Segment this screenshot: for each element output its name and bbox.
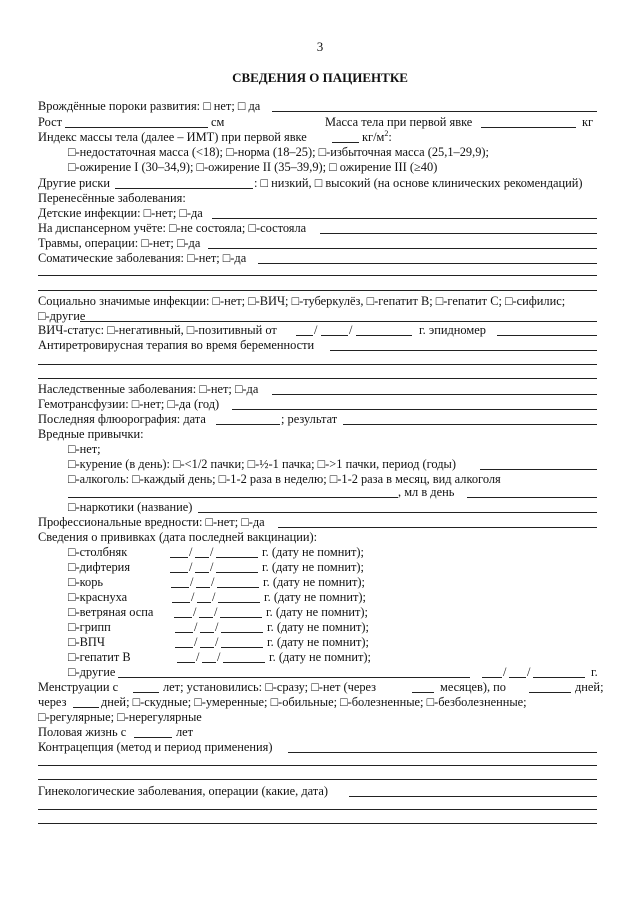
vaccination-day[interactable]: [172, 602, 190, 603]
vaccination-note[interactable]: г. (дату не помнит);: [262, 545, 364, 559]
vaccination-year[interactable]: [218, 602, 260, 603]
hiv-date-day[interactable]: [296, 335, 313, 336]
somatic-extra-line-2[interactable]: [38, 290, 597, 291]
hiv-date-year[interactable]: [356, 335, 412, 336]
date-sep: /: [214, 605, 218, 619]
gynecological-label: Гинекологические заболевания, операции (какие, дата): [38, 784, 328, 798]
hereditary-field[interactable]: [272, 394, 597, 395]
vaccination-year[interactable]: [217, 587, 259, 588]
vaccination-note[interactable]: г. (дату не помнит);: [264, 590, 366, 604]
bad-habits-none[interactable]: □-нет;: [68, 442, 101, 456]
date-sep: /: [212, 590, 216, 604]
weight-unit: кг: [582, 115, 594, 129]
fluorography-label: Последняя флюорография: дата: [38, 412, 206, 426]
fluorography-date-field[interactable]: [216, 424, 280, 425]
somatic-diseases-field[interactable]: [258, 263, 597, 264]
vaccination-note[interactable]: г. (дату не помнит);: [269, 650, 371, 664]
contraception-label: Контрацепция (метод и период применения): [38, 740, 273, 754]
menarche-age-field[interactable]: [133, 692, 159, 693]
art-extra-line-2[interactable]: [38, 378, 597, 379]
bmi-label: Индекс массы тела (далее – ИМТ) при первой явке: [38, 130, 307, 144]
vaccination-year[interactable]: [223, 662, 265, 663]
date-sep: /: [211, 575, 215, 589]
date-sep: /: [196, 650, 200, 664]
injuries-label[interactable]: Травмы, операции: □-нет; □-да: [38, 236, 201, 250]
vaccination-note[interactable]: г. (дату не помнит);: [267, 620, 369, 634]
date-sep: /: [194, 620, 198, 634]
bmi-field[interactable]: [332, 142, 359, 143]
cycle-label: через: [38, 695, 67, 709]
gynecological-field[interactable]: [349, 796, 597, 797]
hiv-date-sep2: /: [349, 323, 353, 337]
bad-habits-heading: Вредные привычки:: [38, 427, 144, 441]
menstruation-regularity-options[interactable]: □-регулярные; □-нерегулярные: [38, 710, 202, 724]
menstruation-label: Менструации с: [38, 680, 119, 694]
cycle-days-field[interactable]: [73, 707, 99, 708]
vaccination-name[interactable]: □-столбняк: [68, 545, 128, 559]
date-sep: /: [194, 635, 198, 649]
vaccination-month[interactable]: [200, 647, 214, 648]
vaccination-other-year-unit: г.: [591, 665, 598, 679]
date-sep: /: [189, 560, 193, 574]
vaccination-month[interactable]: [197, 602, 211, 603]
fluorography-result-field[interactable]: [343, 424, 597, 425]
vaccination-day[interactable]: [175, 632, 193, 633]
date-sep: /: [190, 575, 194, 589]
vaccination-name[interactable]: □-ВПЧ: [68, 635, 105, 649]
congenital-defects-label: Врождённые пороки развития: □ нет; □ да: [38, 99, 261, 113]
vaccination-day[interactable]: [177, 662, 195, 663]
date-sep: /: [217, 650, 221, 664]
dispensary-field[interactable]: [320, 233, 597, 234]
vaccination-other-label[interactable]: □-другие: [68, 665, 116, 679]
height-field[interactable]: [65, 127, 208, 128]
vaccination-month[interactable]: [199, 617, 213, 618]
bmi-options-row1[interactable]: □-недостаточная масса (<18); □-норма (18–25); □-избыточная масса (25,1–29,9);: [68, 145, 489, 159]
gynecological-extra-line-1[interactable]: [38, 809, 597, 810]
sexual-life-age-field[interactable]: [134, 737, 172, 738]
epid-number-field[interactable]: [497, 335, 597, 336]
child-infections-field[interactable]: [212, 218, 597, 219]
vaccination-name[interactable]: □-корь: [68, 575, 104, 589]
hiv-status-label[interactable]: ВИЧ-статус: □-негативный, □-позитивный от: [38, 323, 277, 337]
page-title: СВЕДЕНИЯ О ПАЦИЕНТКЕ: [232, 70, 408, 85]
date-sep: /: [503, 665, 507, 679]
art-field[interactable]: [330, 350, 597, 351]
smoking-period-field[interactable]: [480, 469, 597, 470]
smoking-options[interactable]: □-курение (в день): □-<1/2 пачки; □-½-1 пачка; □->1 пачки, период (годы): [68, 457, 456, 471]
weight-label: Масса тела при первой явке: [325, 115, 473, 129]
date-sep: /: [215, 635, 219, 649]
drugs-label[interactable]: □-наркотики (название): [68, 500, 193, 514]
vaccination-year[interactable]: [216, 557, 258, 558]
alcohol-ml-label: , мл в день: [398, 485, 455, 499]
vaccination-month[interactable]: [195, 557, 209, 558]
vaccination-day[interactable]: [175, 647, 193, 648]
menstruation-days-field[interactable]: [529, 692, 571, 693]
child-infections-label[interactable]: Детские инфекции: □-нет; □-да: [38, 206, 203, 220]
date-sep: /: [210, 545, 214, 559]
social-infections-label[interactable]: Социально значимые инфекции: □-нет; □-ВИЧ; □-туберкулёз, □-гепатит В; □-гепатит С; □-сифилис;: [38, 294, 566, 308]
vaccination-month[interactable]: [200, 632, 214, 633]
vaccination-name[interactable]: □-краснуха: [68, 590, 128, 604]
vaccination-other-day[interactable]: [482, 677, 502, 678]
date-sep: /: [527, 665, 531, 679]
vaccination-day[interactable]: [170, 557, 188, 558]
vaccination-note[interactable]: г. (дату не помнит);: [263, 575, 365, 589]
bmi-options-row2[interactable]: □-ожирение I (30–34,9); □-ожирение II (35–39,9); □ ожирение III (≥40): [68, 160, 438, 174]
date-sep: /: [191, 590, 195, 604]
hiv-date-sep1: /: [314, 323, 318, 337]
vaccination-other-field[interactable]: [118, 677, 470, 678]
sexual-life-unit: лет: [176, 725, 194, 739]
contraception-extra-line-1[interactable]: [38, 765, 597, 766]
vaccination-name[interactable]: □-ветряная оспа: [68, 605, 154, 619]
alcohol-type-field[interactable]: [68, 497, 398, 498]
vaccination-note[interactable]: г. (дату не помнит);: [267, 635, 369, 649]
vaccination-year[interactable]: [216, 572, 258, 573]
past-diseases-heading: Перенесённые заболевания:: [38, 191, 186, 205]
somatic-extra-line-1[interactable]: [38, 275, 597, 276]
date-sep: /: [189, 545, 193, 559]
hiv-date-month[interactable]: [321, 335, 348, 336]
fluorography-result-label: ; результат: [281, 412, 338, 426]
art-label: Антиретровирусная терапия во время беременности: [38, 338, 315, 352]
contraception-field[interactable]: [288, 752, 597, 753]
menstruation-duration-label: месяцев), по: [440, 680, 506, 694]
vaccination-month[interactable]: [195, 572, 209, 573]
hemotransfusion-field[interactable]: [232, 409, 597, 410]
vaccination-name[interactable]: □-гепатит В: [68, 650, 131, 664]
vaccination-other-month[interactable]: [509, 677, 526, 678]
alcohol-ml-field[interactable]: [467, 497, 597, 498]
page-number: 3: [316, 39, 324, 54]
vaccination-name[interactable]: □-дифтерия: [68, 560, 131, 574]
vaccination-day[interactable]: [174, 617, 192, 618]
vaccination-day[interactable]: [170, 572, 188, 573]
bmi-unit: $кг/м^2$:: [362, 129, 392, 144]
vaccination-month[interactable]: [196, 587, 210, 588]
sexual-life-label: Половая жизнь с: [38, 725, 127, 739]
date-sep: /: [193, 605, 197, 619]
social-infections-other-field[interactable]: [80, 321, 597, 322]
vaccination-note[interactable]: г. (дату не помнит);: [266, 605, 368, 619]
gynecological-extra-line-2[interactable]: [38, 823, 597, 824]
injuries-field[interactable]: [208, 248, 597, 249]
vaccinations-heading: Сведения о прививках (дата последней вакцинации):: [38, 530, 318, 544]
height-unit: см: [211, 115, 225, 129]
menstruation-established-options[interactable]: лет; установились: □-сразу; □-нет (через: [163, 680, 377, 694]
vaccination-year[interactable]: [221, 647, 263, 648]
social-infections-other-label[interactable]: □-другие: [38, 309, 86, 323]
hereditary-label[interactable]: Наследственные заболевания: □-нет; □-да: [38, 382, 259, 396]
vaccination-day[interactable]: [171, 587, 189, 588]
date-sep: /: [215, 620, 219, 634]
menstruation-character-options[interactable]: дней; □-скудные; □-умеренные; □-обильные; □-болезненные; □-безболезненные;: [101, 695, 527, 709]
other-risks-options[interactable]: : □ низкий, □ высокий (на основе клинических рекомендаций): [254, 176, 583, 190]
hemotransfusion-label[interactable]: Гемотрансфузии: □-нет; □-да (год): [38, 397, 220, 411]
vaccination-year[interactable]: [221, 632, 263, 633]
occupational-hazards-label[interactable]: Профессиональные вредности: □-нет; □-да: [38, 515, 265, 529]
somatic-diseases-label[interactable]: Соматические заболевания: □-нет; □-да: [38, 251, 247, 265]
art-extra-line-1[interactable]: [38, 364, 597, 365]
other-risks-field[interactable]: [115, 188, 253, 189]
contraception-extra-line-2[interactable]: [38, 779, 597, 780]
menstruation-months-field[interactable]: [412, 692, 434, 693]
congenital-defects-field[interactable]: [272, 111, 597, 112]
drugs-field[interactable]: [198, 512, 597, 513]
height-label: Рост: [38, 115, 63, 129]
vaccination-month[interactable]: [202, 662, 216, 663]
vaccination-other-year[interactable]: [533, 677, 585, 678]
vaccination-name[interactable]: □-грипп: [68, 620, 111, 634]
weight-field[interactable]: [481, 127, 576, 128]
dispensary-label[interactable]: На диспансерном учёте: □-не состояла; □-состояла: [38, 221, 307, 235]
vaccination-year[interactable]: [220, 617, 262, 618]
epid-number-label: г. эпидномер: [419, 323, 486, 337]
menstruation-days-unit: дней;: [575, 680, 604, 694]
vaccination-note[interactable]: г. (дату не помнит);: [262, 560, 364, 574]
alcohol-options[interactable]: □-алкоголь: □-каждый день; □-1-2 раза в неделю; □-1-2 раза в месяц, вид алкоголя: [68, 472, 501, 486]
occupational-hazards-field[interactable]: [278, 527, 597, 528]
date-sep: /: [210, 560, 214, 574]
other-risks-label: Другие риски: [38, 176, 110, 190]
